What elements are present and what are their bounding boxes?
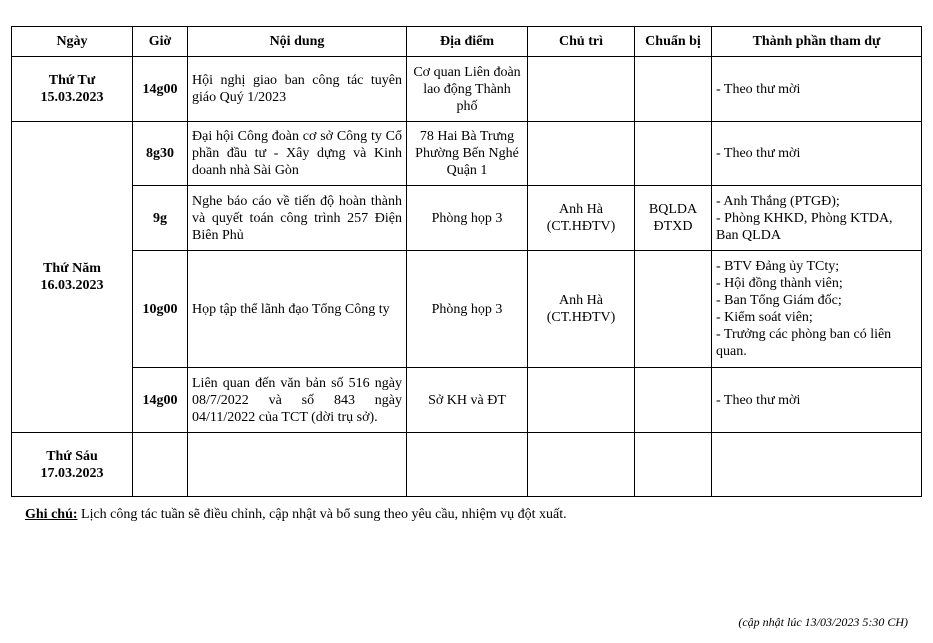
day-date: 16.03.2023 <box>40 278 104 293</box>
content-cell: Họp tập thể lãnh đạo Tổng Công ty <box>188 251 407 368</box>
table-row <box>12 122 922 186</box>
header-content: Nội dung <box>188 27 407 57</box>
chair-cell <box>528 368 635 433</box>
chair-cell <box>528 433 635 497</box>
attendees-cell <box>712 433 922 497</box>
attendee-item: - Theo thư mời <box>716 146 801 161</box>
attendee-item: - Ban Tổng Giám đốc; <box>716 293 842 308</box>
day-cell <box>12 57 133 122</box>
prepare-cell <box>635 368 712 433</box>
footnote-text: Lịch công tác tuần sẽ điều chỉnh, cập nhật và bổ sung theo yêu cầu, nhiệm vụ đột xuất. <box>77 507 567 522</box>
header-chair: Chủ trì <box>528 27 635 57</box>
attendees-cell <box>712 57 922 122</box>
attendee-item: - Anh Thắng (PTGĐ); <box>716 193 840 209</box>
attendees-cell <box>712 251 922 368</box>
time-cell: 10g00 <box>133 251 188 368</box>
table-row <box>12 368 922 433</box>
time-cell: 8g30 <box>133 122 188 186</box>
content-cell <box>188 433 407 497</box>
attendee-item: - Theo thư mời <box>716 392 801 408</box>
attendee-item: - Hội đồng thành viên; <box>716 276 843 291</box>
attendee-item: - Kiểm soát viên; <box>716 310 813 325</box>
table-row <box>12 251 922 368</box>
footnote <box>25 506 567 523</box>
header-attendees: Thành phần tham dự <box>712 27 922 57</box>
table-row <box>12 57 922 122</box>
prepare-cell <box>635 251 712 368</box>
chair-cell <box>528 122 635 186</box>
day-cell <box>12 122 133 433</box>
attendees-cell <box>712 186 922 251</box>
prepare-cell: BQLDA ĐTXD <box>635 186 712 251</box>
header-prepare: Chuẩn bị <box>635 27 712 57</box>
day-date: 15.03.2023 <box>40 90 104 105</box>
content-cell: Nghe báo cáo về tiến độ hoàn thành và quyết toán công trình 257 Điện Biên Phủ <box>188 186 407 251</box>
table-row <box>12 186 922 251</box>
location-cell: 78 Hai Bà Trưng Phường Bến Nghé Quận 1 <box>407 122 528 186</box>
content-cell: Hội nghị giao ban công tác tuyên giáo Quý 1/2023 <box>188 57 407 122</box>
attendees-cell <box>712 368 922 433</box>
attendee-item: - Theo thư mời <box>716 81 801 97</box>
chair-cell: Anh Hà (CT.HĐTV) <box>528 251 635 368</box>
prepare-cell <box>635 433 712 497</box>
schedule-table <box>11 26 922 497</box>
attendee-item: - Phòng KHKD, Phòng KTDA, Ban QLDA <box>716 210 893 243</box>
content-cell: Đại hội Công đoàn cơ sở Công ty Cổ phần đầu tư - Xây dựng và Kinh doanh nhà Sài Gòn <box>188 122 407 186</box>
update-timestamp: (cập nhật lúc 13/03/2023 5:30 CH) <box>738 615 908 629</box>
time-cell: 9g <box>133 186 188 251</box>
attendee-item: - BTV Đảng ủy TCty; <box>716 259 840 274</box>
day-date: 17.03.2023 <box>40 465 104 481</box>
location-cell: Phòng họp 3 <box>407 251 528 368</box>
attendees-cell <box>712 122 922 186</box>
table-row <box>12 433 922 497</box>
location-cell: Phòng họp 3 <box>407 186 528 251</box>
location-cell <box>407 433 528 497</box>
attendee-item: - Trưởng các phòng ban có liên quan. <box>716 327 892 359</box>
location-cell: Cơ quan Liên đoàn lao động Thành phố <box>407 57 528 122</box>
header-row <box>12 27 922 57</box>
chair-cell <box>528 57 635 122</box>
location-cell: Sở KH và ĐT <box>407 368 528 433</box>
content-cell: Liên quan đến văn bản số 516 ngày 08/7/2022 và số 843 ngày 04/11/2022 của TCT (dời trụ sở). <box>188 368 407 433</box>
header-location: Địa điểm <box>407 27 528 57</box>
prepare-cell <box>635 57 712 122</box>
footnote-label: Ghi chú: <box>25 507 78 522</box>
header-day: Ngày <box>12 27 133 57</box>
prepare-cell <box>635 122 712 186</box>
day-name: Thứ Sáu <box>46 448 98 464</box>
time-cell: 14g00 <box>133 57 188 122</box>
day-name: Thứ Tư <box>48 73 96 88</box>
time-cell: 14g00 <box>133 368 188 433</box>
chair-cell: Anh Hà (CT.HĐTV) <box>528 186 635 251</box>
header-time: Giờ <box>133 27 188 57</box>
day-cell <box>12 433 133 497</box>
time-cell <box>133 433 188 497</box>
day-name: Thứ Năm <box>43 261 101 276</box>
